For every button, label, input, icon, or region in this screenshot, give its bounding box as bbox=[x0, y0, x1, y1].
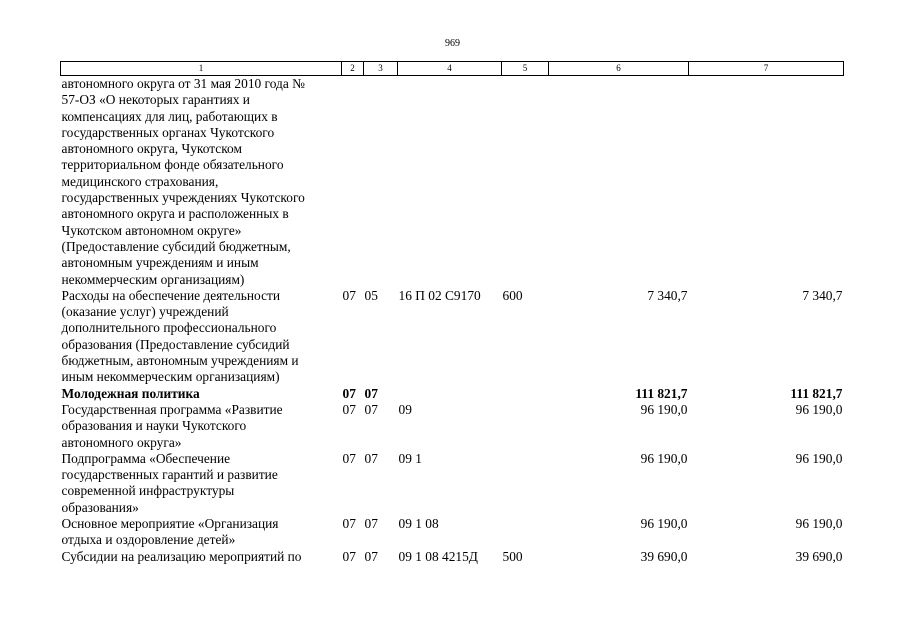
description-line: территориальном фонде обязательного bbox=[61, 157, 284, 173]
description-line: образования и науки Чукотского bbox=[61, 418, 247, 434]
row-description bbox=[61, 451, 342, 516]
amount-col-6: 96 190,0 bbox=[640, 401, 688, 417]
target-article-code: 09 1 bbox=[398, 450, 422, 466]
amount-col-7: 96 190,0 bbox=[795, 516, 843, 532]
description-line: государственных гарантий и развитие bbox=[61, 467, 278, 483]
section-code: 07 bbox=[342, 450, 356, 466]
subsection-code: 07 bbox=[364, 548, 378, 564]
description-line: Подпрограмма «Обеспечение bbox=[61, 450, 231, 466]
amount-col-6: 96 190,0 bbox=[640, 516, 688, 532]
target-article-code: 16 П 02 С9170 bbox=[398, 287, 481, 303]
section-code: 07 bbox=[342, 287, 356, 303]
expense-type-code bbox=[502, 76, 549, 288]
table-row bbox=[61, 288, 844, 386]
expense-type-code bbox=[502, 516, 549, 549]
description-line: образования» bbox=[61, 499, 139, 515]
table-row bbox=[61, 386, 844, 402]
description-line: образования (Предоставление субсидий bbox=[61, 336, 290, 352]
amount-col-7: 96 190,0 bbox=[795, 401, 843, 417]
description-line: Субсидии на реализацию мероприятий по bbox=[61, 548, 302, 564]
expense-type-code: 500 bbox=[502, 548, 523, 564]
header-col-5: 5 bbox=[502, 62, 549, 76]
expense-type-code bbox=[502, 386, 549, 402]
description-line: дополнительного профессионального bbox=[61, 320, 277, 336]
description-line: Основное мероприятие «Организация bbox=[61, 516, 279, 532]
section-code: 07 bbox=[342, 516, 356, 532]
section-code bbox=[342, 76, 364, 288]
description-line: государственных учреждениях Чукотского bbox=[61, 190, 305, 206]
amount-col-6: 39 690,0 bbox=[640, 548, 688, 564]
row-description bbox=[61, 516, 342, 549]
target-article-code bbox=[398, 386, 502, 402]
table-row bbox=[61, 516, 844, 549]
target-article-code: 09 bbox=[398, 401, 412, 417]
description-line: Государственная программа «Развитие bbox=[61, 401, 283, 417]
target-article-code: 09 1 08 4215Д bbox=[398, 548, 478, 564]
page-number: 969 bbox=[445, 38, 460, 49]
subsection-code: 07 bbox=[364, 516, 378, 532]
row-description bbox=[61, 386, 342, 402]
expense-type-code bbox=[502, 402, 549, 451]
amount-col-7: 39 690,0 bbox=[795, 548, 843, 564]
section-code: 07 bbox=[342, 548, 356, 564]
amount-col-6 bbox=[549, 76, 689, 288]
amount-col-6: 7 340,7 bbox=[647, 287, 688, 303]
description-line: (Предоставление субсидий бюджетным, bbox=[61, 238, 291, 254]
amount-col-7: 7 340,7 bbox=[802, 287, 843, 303]
section-code: 07 bbox=[342, 401, 356, 417]
table-body bbox=[61, 76, 844, 565]
table-row bbox=[61, 549, 844, 565]
header-col-6: 6 bbox=[549, 62, 689, 76]
description-line: автономного округа от 31 мая 2010 года № bbox=[61, 76, 305, 91]
description-line: компенсациях для лиц, работающих в bbox=[61, 108, 278, 124]
description-line: автономным учреждениям и иным bbox=[61, 255, 259, 271]
row-description bbox=[61, 76, 342, 288]
target-article-code: 09 1 08 bbox=[398, 516, 439, 532]
description-line: (оказание услуг) учреждений bbox=[61, 304, 229, 320]
column-number-header bbox=[61, 62, 844, 76]
subsection-code bbox=[364, 76, 398, 288]
description-line: медицинского страхования, bbox=[61, 173, 219, 189]
description-line: отдыха и оздоровление детей» bbox=[61, 532, 236, 548]
subsection-code: 07 bbox=[364, 385, 378, 401]
description-line: государственных органах Чукотского bbox=[61, 124, 275, 140]
table-row bbox=[61, 402, 844, 451]
subsection-code: 07 bbox=[364, 401, 378, 417]
header-col-7: 7 bbox=[689, 62, 844, 76]
expense-type-code: 600 bbox=[502, 287, 523, 303]
header-col-3: 3 bbox=[364, 62, 398, 76]
description-line: автономного округа» bbox=[61, 434, 182, 450]
budget-table bbox=[60, 61, 844, 565]
header-col-1: 1 bbox=[61, 62, 342, 76]
amount-col-7: 96 190,0 bbox=[795, 450, 843, 466]
table-row bbox=[61, 76, 844, 288]
row-description bbox=[61, 288, 342, 386]
description-line: Расходы на обеспечение деятельности bbox=[61, 287, 281, 303]
row-description bbox=[61, 402, 342, 451]
target-article-code bbox=[398, 76, 502, 288]
subsection-code: 05 bbox=[364, 287, 378, 303]
amount-col-6: 111 821,7 bbox=[635, 385, 688, 401]
description-line: 57-ОЗ «О некоторых гарантиях и bbox=[61, 92, 250, 108]
description-line: Чукотском автономном округе» bbox=[61, 222, 242, 238]
description-line: иным некоммерческим организациям) bbox=[61, 369, 280, 385]
subsection-code: 07 bbox=[364, 450, 378, 466]
row-description bbox=[61, 549, 342, 565]
amount-col-7 bbox=[689, 76, 844, 288]
header-col-2: 2 bbox=[342, 62, 364, 76]
amount-col-7: 111 821,7 bbox=[790, 385, 843, 401]
section-code: 07 bbox=[342, 385, 356, 401]
expense-type-code bbox=[502, 451, 549, 516]
description-line: Молодежная политика bbox=[61, 385, 200, 401]
description-line: некоммерческим организациям) bbox=[61, 271, 245, 287]
description-line: автономного округа, Чукотском bbox=[61, 141, 242, 157]
description-line: бюджетным, автономным учреждениям и bbox=[61, 353, 299, 369]
description-line: современной инфраструктуры bbox=[61, 483, 235, 499]
description-line: автономного округа и расположенных в bbox=[61, 206, 289, 222]
header-col-4: 4 bbox=[398, 62, 502, 76]
table-row bbox=[61, 451, 844, 516]
amount-col-6: 96 190,0 bbox=[640, 450, 688, 466]
